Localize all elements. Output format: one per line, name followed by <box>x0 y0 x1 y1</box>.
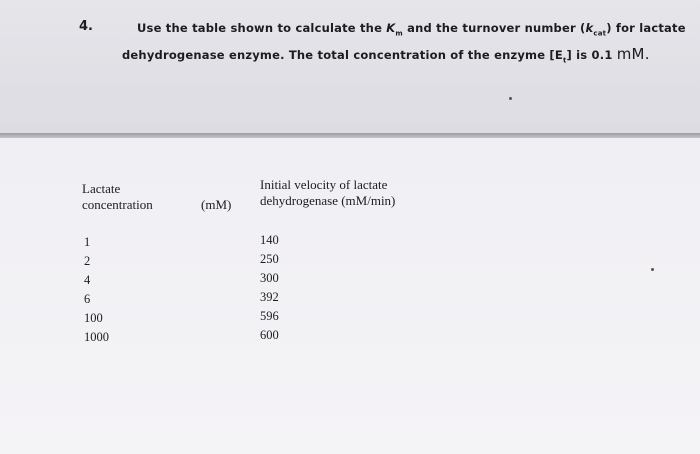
header-concentration: concentration <box>82 197 153 212</box>
cell-velocity: 600 <box>260 328 279 342</box>
question-text: ) for lactate <box>606 21 686 35</box>
question-line-1 <box>137 21 686 37</box>
header-unit-mm: (mM) <box>201 197 232 212</box>
speck <box>509 97 512 100</box>
cell-velocity: 300 <box>260 271 279 285</box>
et-subscript: t <box>562 56 567 65</box>
cell-concentration: 100 <box>84 311 103 325</box>
question-text: dehydrogenase enzyme. The total concentration of the enzyme [E <box>122 48 563 62</box>
question-text: and the turnover number ( <box>402 21 586 35</box>
header-velocity: Initial velocity of lactate <box>260 177 388 192</box>
header-velocity-unit: dehydrogenase (mM/min) <box>260 193 396 208</box>
cell-velocity: 596 <box>260 309 279 323</box>
cell-velocity: 140 <box>260 233 279 247</box>
header-lactate: Lactate <box>82 181 121 196</box>
enzyme-unit: mM. <box>616 45 650 63</box>
speck <box>651 268 654 271</box>
cell-concentration: 1 <box>84 235 91 249</box>
cell-concentration: 4 <box>84 273 91 287</box>
cell-concentration: 1000 <box>84 330 109 344</box>
cell-velocity: 250 <box>260 252 279 266</box>
question-text: Use the table shown to calculate the <box>137 21 387 35</box>
km-symbol: $K_m$ <box>386 21 403 38</box>
question-text: ] is 0.1 <box>566 48 617 62</box>
cell-concentration: 2 <box>84 254 91 268</box>
cell-concentration: 6 <box>84 292 91 306</box>
kcat-symbol: $k_{cat}$ <box>585 21 607 38</box>
question-number: 4. <box>79 19 93 34</box>
cell-velocity: 392 <box>260 290 279 304</box>
question-line-2 <box>122 45 650 64</box>
